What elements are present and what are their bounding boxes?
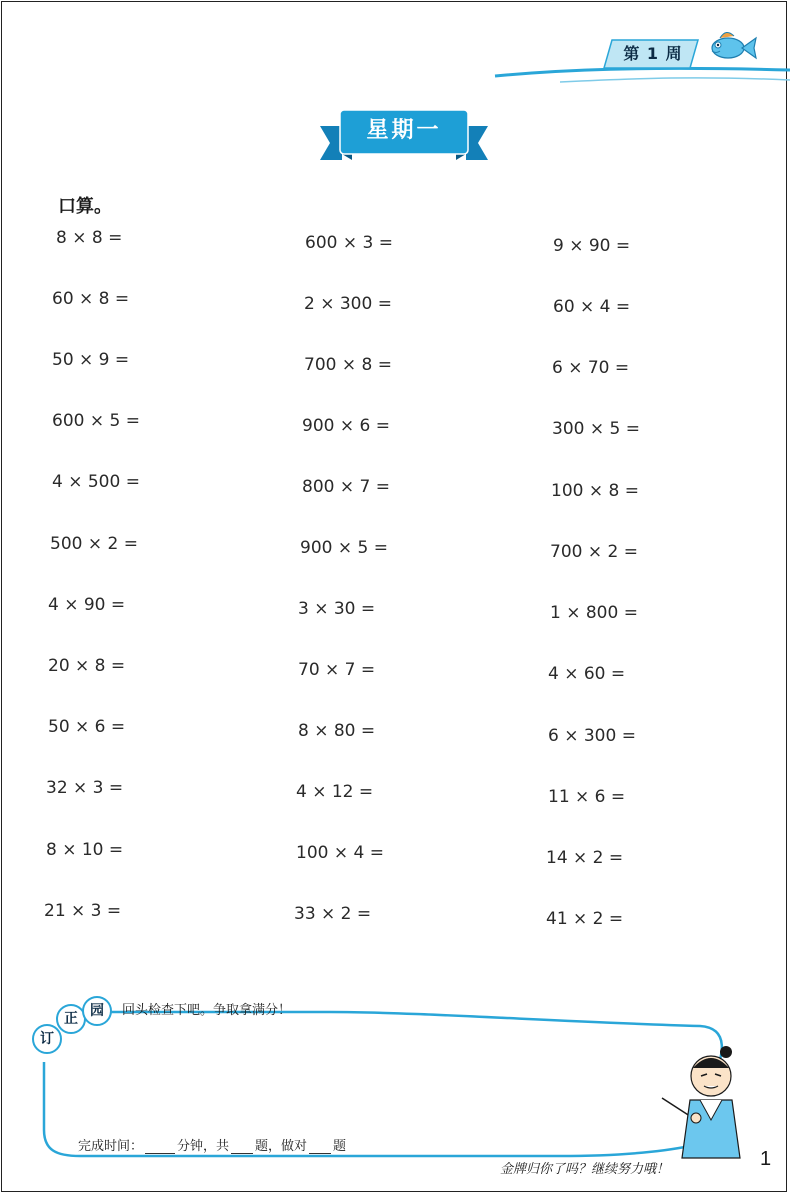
problem-item: 700 × 2 =	[550, 542, 638, 562]
section-title: 口算。	[58, 196, 112, 217]
correct-label: 题	[333, 1139, 347, 1154]
completion-time-line	[78, 1135, 346, 1154]
problem-item: 41 × 2 =	[546, 909, 624, 929]
review-note: 回头检查下吧。争取拿满分！	[122, 1003, 292, 1018]
week-label: 第 1 周	[623, 44, 683, 63]
problem-item: 100 × 8 =	[551, 481, 639, 501]
problem-item: 900 × 5 =	[300, 538, 388, 558]
correct-blank[interactable]	[309, 1139, 331, 1154]
problem-item: 4 × 90 =	[48, 595, 126, 615]
problem-item: 8 × 80 =	[298, 721, 376, 741]
problem-item: 900 × 6 =	[302, 416, 390, 436]
total-blank[interactable]	[231, 1139, 253, 1154]
page-number: 1	[760, 1148, 772, 1170]
problem-item: 4 × 12 =	[296, 782, 374, 802]
problem-item: 3 × 30 =	[298, 599, 376, 619]
problem-item: 50 × 9 =	[52, 350, 130, 370]
problem-item: 21 × 3 =	[44, 901, 122, 921]
problem-item: 33 × 2 =	[294, 904, 372, 924]
time-label: 完成时间：	[78, 1139, 144, 1154]
problem-item: 4 × 500 =	[52, 472, 140, 492]
problem-item: 4 × 60 =	[548, 664, 626, 684]
problem-item: 100 × 4 =	[296, 843, 384, 863]
problem-item: 32 × 3 =	[46, 778, 124, 798]
problem-item: 1 × 800 =	[550, 603, 638, 623]
problem-item: 60 × 8 =	[52, 289, 130, 309]
problem-item: 14 × 2 =	[546, 848, 624, 868]
problem-item: 300 × 5 =	[552, 419, 640, 439]
scholar-character-icon	[660, 1040, 760, 1160]
minutes-label: 分钟，共	[177, 1139, 230, 1154]
problem-item: 800 × 7 =	[302, 477, 390, 497]
problem-item: 6 × 70 =	[552, 358, 630, 378]
encouragement-text: 金牌归你了吗？继续努力哦！	[500, 1162, 670, 1177]
problem-item: 60 × 4 =	[553, 297, 631, 317]
problem-item: 500 × 2 =	[50, 534, 138, 554]
problem-item: 8 × 10 =	[46, 840, 124, 860]
problem-item: 9 × 90 =	[553, 236, 631, 256]
problem-item: 600 × 3 =	[305, 233, 393, 253]
problem-item: 70 × 7 =	[298, 660, 376, 680]
problem-item: 2 × 300 =	[304, 294, 392, 314]
minutes-blank[interactable]	[145, 1139, 175, 1154]
total-label: 题，做对	[255, 1139, 308, 1154]
badge-yuan: 园	[82, 996, 112, 1026]
problem-item: 700 × 8 =	[304, 355, 392, 375]
day-title: 星期一	[366, 118, 442, 143]
problem-item: 11 × 6 =	[548, 787, 626, 807]
problem-item: 50 × 6 =	[48, 717, 126, 737]
problem-item: 20 × 8 =	[48, 656, 126, 676]
badge-ding: 订	[32, 1024, 62, 1054]
problem-item: 8 × 8 =	[56, 228, 123, 248]
problem-item: 6 × 300 =	[548, 726, 636, 746]
problem-item: 600 × 5 =	[52, 411, 140, 431]
badge-zheng: 正	[56, 1004, 86, 1034]
